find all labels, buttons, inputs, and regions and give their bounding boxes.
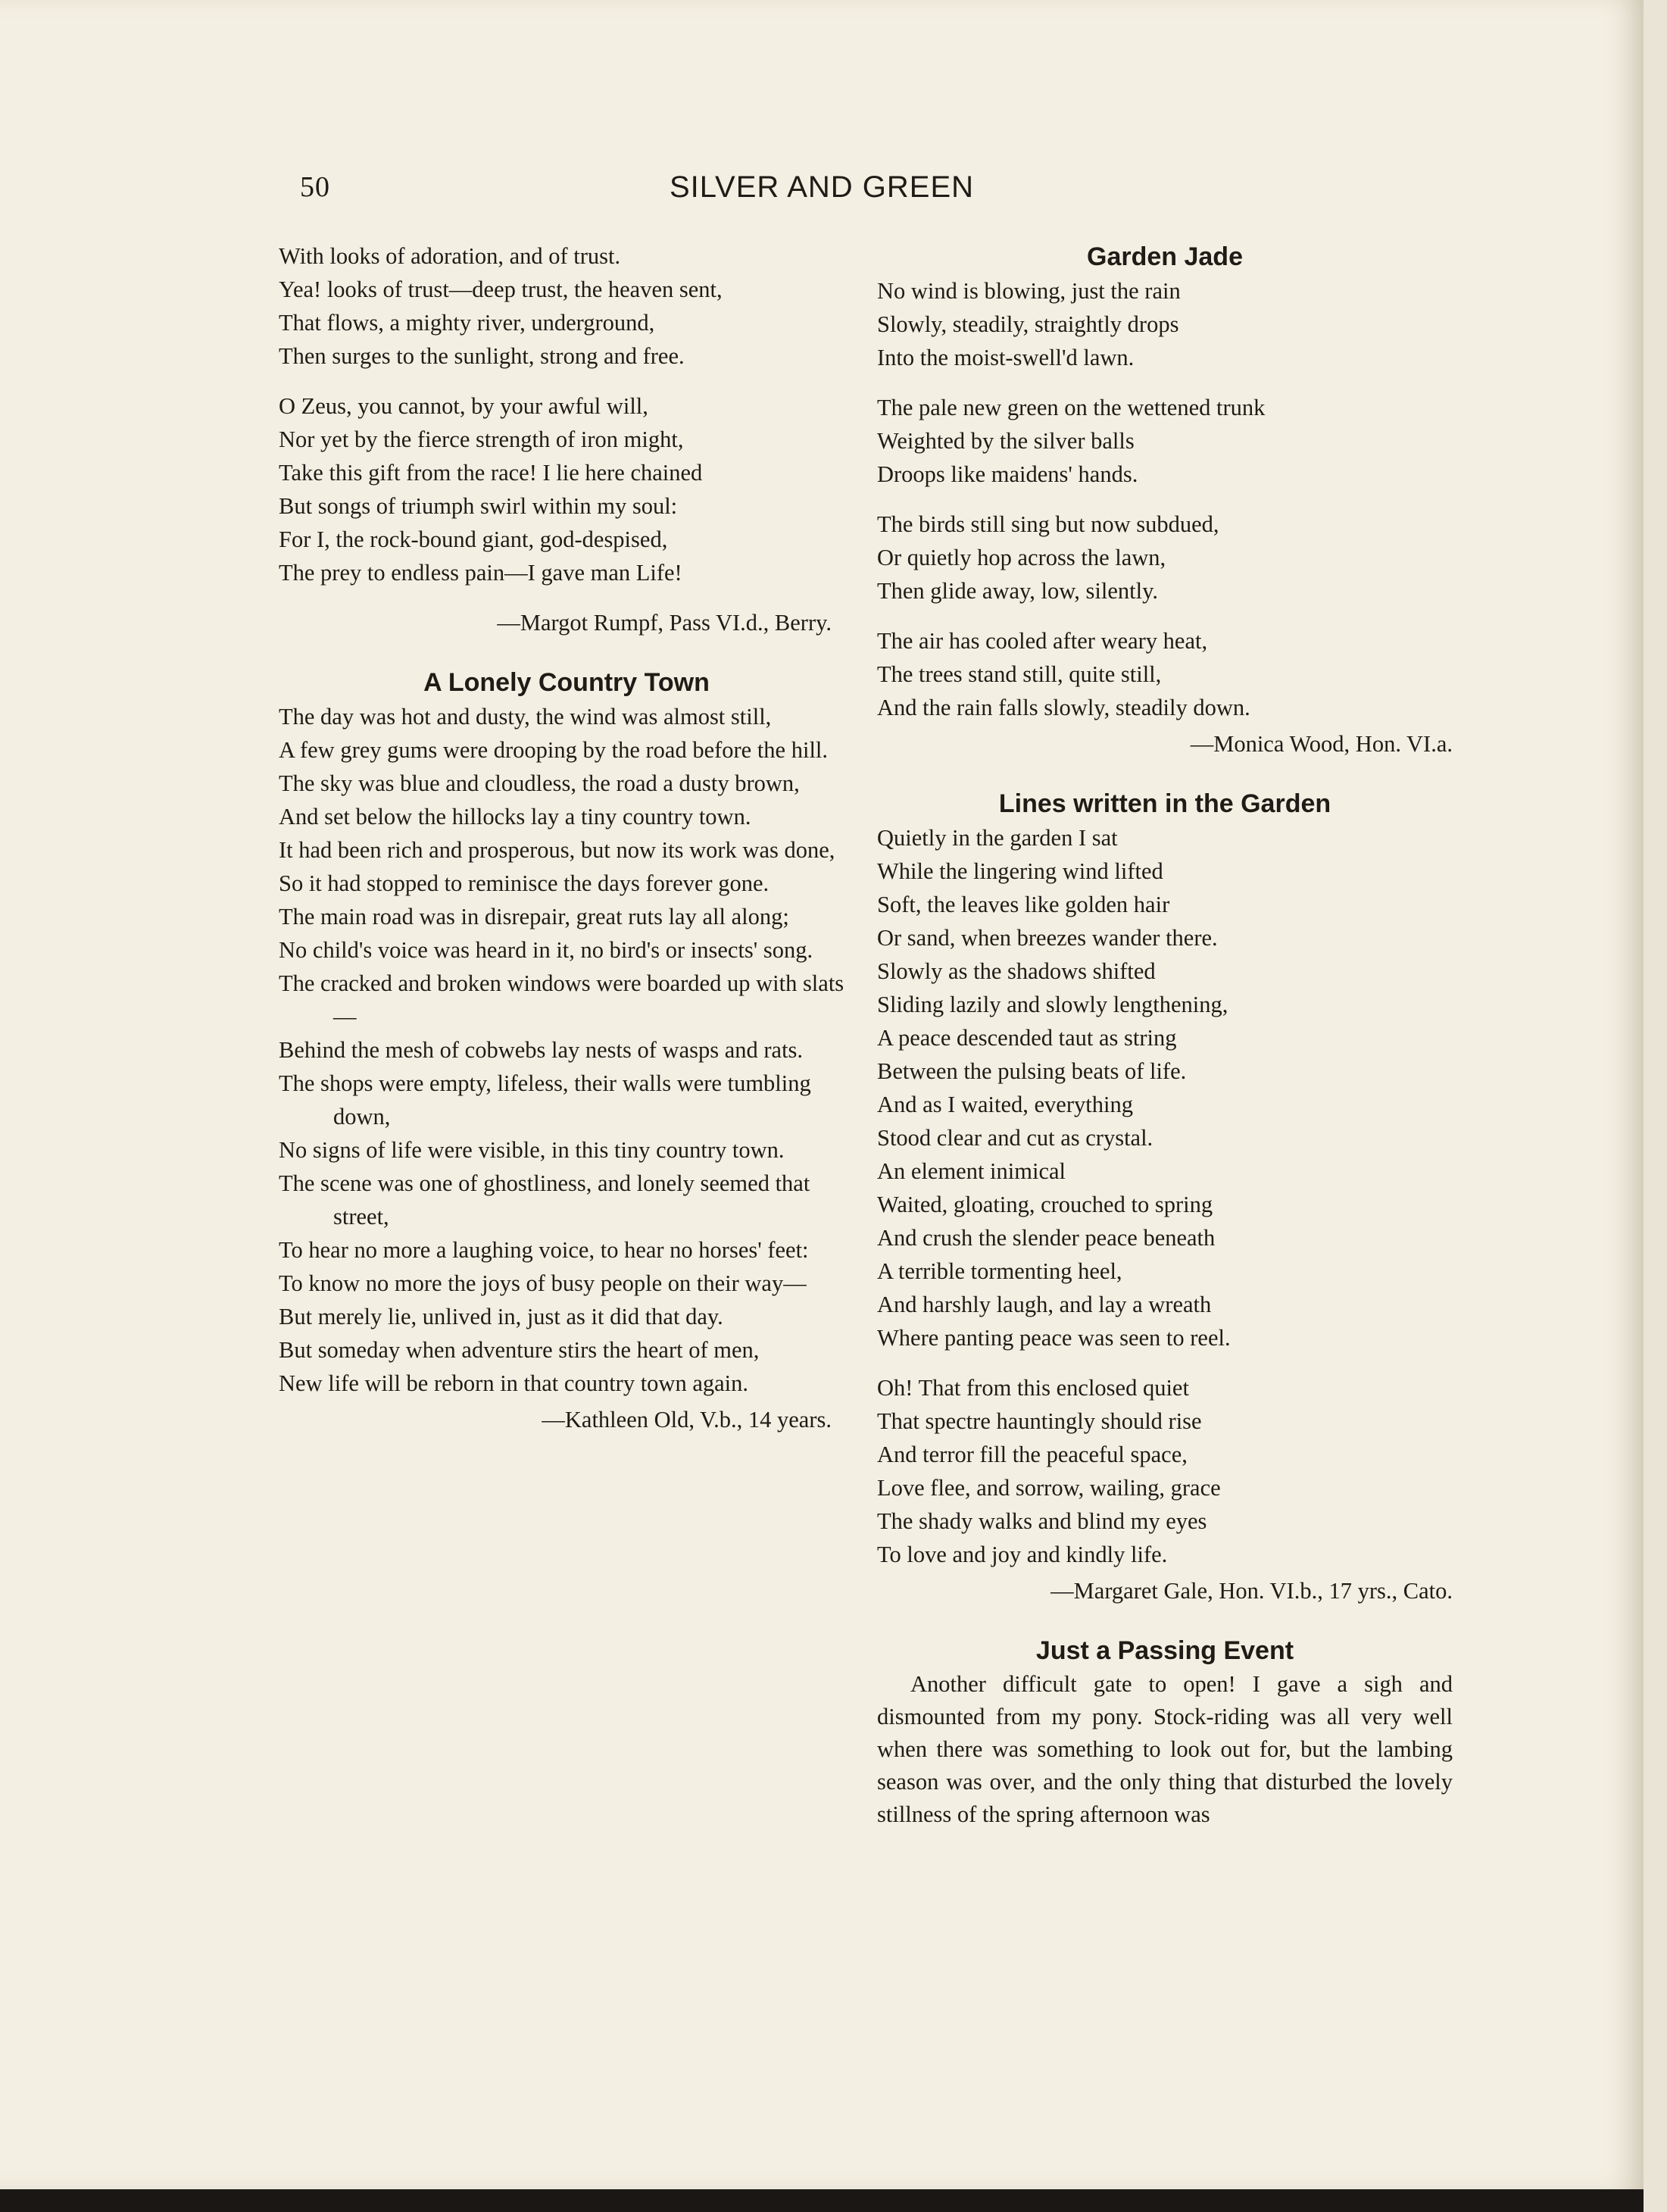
verse-line: That flows, a mighty river, underground, xyxy=(279,310,655,336)
verse-line: The sky was blue and cloudless, the road a dusty brown, xyxy=(279,770,800,796)
verse-line: A terrible tormenting heel, xyxy=(877,1258,1122,1284)
paragraph: Another difficult gate to open! I gave a sigh and dismounted from my pony. Stock-riding was all very well when there was something to look out for, but the lambing season was over, and the only thing that disturbed the lovely stillness of the spring afternoon was xyxy=(877,1671,1453,1827)
verse-line: That spectre hauntingly should rise xyxy=(877,1408,1202,1434)
verse-line: Droops like maidens' hands. xyxy=(877,461,1138,487)
verse-line: Love flee, and sorrow, wailing, grace xyxy=(877,1475,1221,1501)
verse-line: But someday when adventure stirs the heart of men, xyxy=(279,1337,760,1363)
verse-line: An element inimical xyxy=(877,1158,1066,1184)
stanza xyxy=(877,391,1453,491)
poem-attribution: —Margaret Gale, Hon. VI.b., 17 yrs., Cato. xyxy=(1050,1578,1453,1604)
verse-line: Between the pulsing beats of life. xyxy=(877,1058,1187,1084)
verse-line: No signs of life were visible, in this tiny country town. xyxy=(279,1137,785,1163)
verse-line: The main road was in disrepair, great ruts lay all along; xyxy=(279,904,789,929)
verse-line: The shady walks and blind my eyes xyxy=(877,1508,1207,1534)
verse-line: Behind the mesh of cobwebs lay nests of wasps and rats. xyxy=(279,1037,804,1063)
poem-attribution: —Kathleen Old, V.b., 14 years. xyxy=(542,1407,832,1432)
verse-line: The pale new green on the wettened trunk xyxy=(877,395,1266,420)
verse-line: To hear no more a laughing voice, to hear no horses' feet: xyxy=(279,1237,809,1263)
verse-line: The air has cooled after weary heat, xyxy=(877,628,1208,654)
verse-line: For I, the rock-bound giant, god-despised, xyxy=(279,526,668,552)
verse-line: The scene was one of ghostliness, and lonely seemed that street, xyxy=(279,1170,810,1229)
verse-line: No wind is blowing, just the rain xyxy=(877,278,1181,304)
verse-line: To love and joy and kindly life. xyxy=(877,1542,1168,1567)
verse-line: Into the moist-swell'd lawn. xyxy=(877,345,1135,370)
verse-line: Slowly, steadily, straightly drops xyxy=(877,311,1179,337)
verse-line: But merely lie, unlived in, just as it did that day. xyxy=(279,1304,723,1329)
verse-line: Take this gift from the race! I lie here chained xyxy=(279,460,703,486)
stanza xyxy=(877,274,1453,374)
verse-line: Or quietly hop across the lawn, xyxy=(877,545,1166,570)
verse-line: And terror fill the peaceful space, xyxy=(877,1442,1188,1467)
verse-line: Then glide away, low, silently. xyxy=(877,578,1158,604)
running-head xyxy=(0,170,1644,208)
left-column xyxy=(279,239,854,1436)
verse-line: Stood clear and cut as crystal. xyxy=(877,1125,1153,1151)
verse-line: The birds still sing but now subdued, xyxy=(877,511,1219,537)
verse-line: The day was hot and dusty, the wind was almost still, xyxy=(279,704,772,730)
verse-line: A peace descended taut as string xyxy=(877,1025,1177,1051)
verse-line: Then surges to the sunlight, strong and free. xyxy=(279,343,685,369)
verse-line: Yea! looks of trust—deep trust, the heaven sent, xyxy=(279,276,723,302)
verse-line: Waited, gloating, crouched to spring xyxy=(877,1192,1213,1217)
verse-line: A few grey gums were drooping by the road before the hill. xyxy=(279,737,829,763)
verse-line: It had been rich and prosperous, but now its work was done, xyxy=(279,837,835,863)
verse-line: Oh! That from this enclosed quiet xyxy=(877,1375,1189,1401)
verse-line: While the lingering wind lifted xyxy=(877,858,1163,884)
verse-line: Slowly as the shadows shifted xyxy=(877,958,1156,984)
verse-line: Soft, the leaves like golden hair xyxy=(877,892,1170,917)
right-column xyxy=(877,239,1453,1831)
verse-line: And the rain falls slowly, steadily down. xyxy=(877,695,1250,720)
verse-line: So it had stopped to reminisce the days forever gone. xyxy=(279,870,770,896)
poem-body xyxy=(279,700,854,1400)
article-title: Just a Passing Event xyxy=(1035,1636,1294,1665)
verse-line: New life will be reborn in that country town again. xyxy=(279,1370,748,1396)
page-edge xyxy=(1644,0,1667,2212)
verse-line: Nor yet by the fierce strength of iron might, xyxy=(279,426,684,452)
poem-attribution: —Monica Wood, Hon. VI.a. xyxy=(1190,731,1453,757)
verse-line: To know no more the joys of busy people on their way— xyxy=(279,1270,807,1296)
verse-line: And as I waited, everything xyxy=(877,1092,1133,1117)
stanza xyxy=(877,508,1453,608)
poem-attribution: —Margot Rumpf, Pass VI.d., Berry. xyxy=(497,610,832,636)
verse-line: The cracked and broken windows were boarded up with slats— xyxy=(279,970,844,1029)
verse-line: With looks of adoration, and of trust. xyxy=(279,243,621,269)
article-body xyxy=(877,1668,1453,1831)
poem-title: Lines written in the Garden xyxy=(998,789,1331,818)
verse-line: Where panting peace was seen to reel. xyxy=(877,1325,1231,1351)
stanza xyxy=(877,821,1453,1354)
verse-line: But songs of triumph swirl within my soul: xyxy=(279,493,678,519)
page-number: 50 xyxy=(300,171,330,203)
stanza xyxy=(877,624,1453,724)
verse-line: No child's voice was heard in it, no bird's or insects' song. xyxy=(279,937,813,963)
verse-line: O Zeus, you cannot, by your awful will, xyxy=(279,393,648,419)
journal-title: SILVER AND GREEN xyxy=(669,170,975,204)
verse-line: Quietly in the garden I sat xyxy=(877,825,1118,851)
verse-line: Or sand, when breezes wander there. xyxy=(877,925,1218,951)
verse-line: The prey to endless pain—I gave man Life! xyxy=(279,560,682,586)
verse-line: And crush the slender peace beneath xyxy=(877,1225,1216,1251)
verse-line: And set below the hillocks lay a tiny country town. xyxy=(279,804,751,830)
poem-title: A Lonely Country Town xyxy=(423,668,710,697)
verse-line: The trees stand still, quite still, xyxy=(877,661,1162,687)
stanza xyxy=(877,1371,1453,1571)
verse-line: Weighted by the silver balls xyxy=(877,428,1135,454)
stanza xyxy=(279,239,854,373)
poem-title: Garden Jade xyxy=(1087,242,1243,271)
verse-line: The shops were empty, lifeless, their walls were tumbling down, xyxy=(279,1070,811,1129)
verse-line: And harshly laugh, and lay a wreath xyxy=(877,1292,1212,1317)
verse-line: Sliding lazily and slowly lengthening, xyxy=(877,992,1228,1017)
stanza xyxy=(279,389,854,589)
